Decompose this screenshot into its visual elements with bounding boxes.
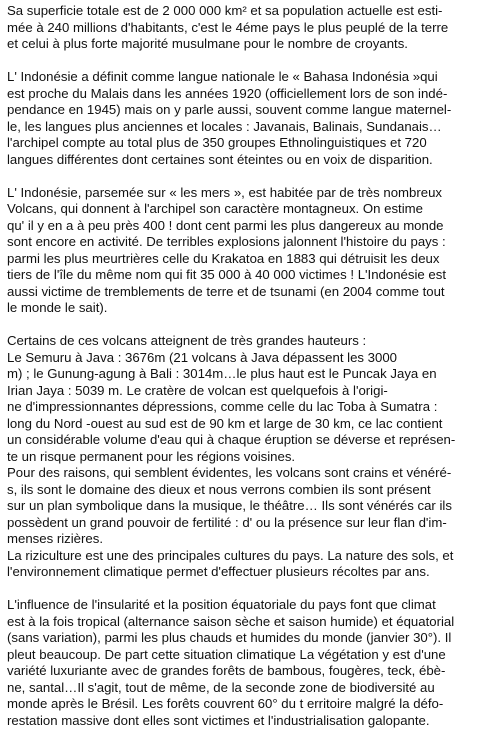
text-line: Volcans, qui donnent à l'archipel son caractère montagneux. On estime: [7, 201, 423, 216]
text-line: aussi victime de tremblements de terre et de tsunami (en 2004 comme tout: [7, 283, 445, 299]
paragraph-hauteurs: [7, 333, 491, 581]
text-line: long du Nord -ouest au sud est de 90 km et large de 30 km, ce lac contient: [7, 415, 443, 431]
text-line: s, ils sont le domaine des dieux et nous verrons combien ils sont présent: [7, 481, 431, 497]
text-line: langues différentes dont certaines sont éteintes ou en voix de disparition.: [7, 151, 433, 167]
paragraph-climat: [7, 597, 491, 729]
text-line: qu' il y en a à peu près 400 ! dont cent parmi les plus dangereux au monde: [7, 217, 444, 233]
document-body: [7, 3, 491, 746]
text-line: ne, santal…Il s'agit, tout de même, de la seconde zone de biodiversité au: [7, 679, 435, 695]
text-line: pleut beaucoup. De part cette situation climatique La végétation y est d'une: [7, 646, 446, 662]
text-line: L'influence de l'insularité et la position équatoriale du pays font que climat: [7, 597, 436, 612]
text-line: le monde le sait).: [7, 300, 108, 315]
text-line: variété luxuriante avec de grandes forêts de bambous, fougères, teck, ébè-: [7, 663, 446, 678]
text-line: l'environnement climatique permet d'effectuer plusieurs récoltes par ans.: [7, 564, 430, 579]
text-line: (sans variation), parmi les plus chauds et humides du monde (janvier 30°). Il: [7, 630, 452, 645]
text-line: et celui à plus forte majorité musulmane pour le nombre de croyants.: [7, 36, 408, 51]
text-line: menses rizières.: [7, 531, 104, 546]
text-line: mée à 240 millions d'habitants, c'est le 4éme pays le plus peuplé de la terre: [7, 19, 449, 35]
text-line: restation massive dont elles sont victimes et l'industrialisation galopante.: [7, 712, 430, 728]
text-line: ne d'impressionnantes dépressions, comme celle du lac Toba à Sumatra :: [7, 399, 438, 414]
text-line: L' Indonésie, parsemée sur « les mers », est habitée par de très nombreux: [7, 184, 443, 200]
text-line: un considérable volume d'eau qui à chaque éruption se déverse et représen-: [7, 432, 456, 447]
text-line: pendance en 1945) mais on y parle aussi, souvent comme langue maternel-: [7, 102, 452, 117]
text-line: sont encore en activité. De terribles explosions jalonnent l'histoire du pays :: [7, 234, 446, 249]
text-line: monde après le Brésil. Les forêts couvrent 60° du t erritoire malgré la défo-: [7, 696, 444, 711]
text-line: tiers de l'île du même nom qui fit 35 000 à 40 000 victimes ! L'Indonésie est: [7, 267, 446, 282]
text-line: La riziculture est une des principales cultures du pays. La nature des sols, et: [7, 547, 454, 563]
text-line: Sa superficie totale est de 2 000 000 km² et sa population actuelle est esti-: [7, 3, 443, 18]
text-line: est proche du Malais dans les années 1920 (officiellement lors de son indé-: [7, 85, 448, 101]
text-line: Le Semuru à Java : 3676m (21 volcans à Java dépassent les 3000: [7, 349, 398, 365]
text-line: est à la fois tropical (alternance saison sèche et saison humide) et équatorial: [7, 613, 455, 629]
text-line: m) ; le Gunung-agung à Bali : 3014m…le plus haut est le Puncak Jaya en: [7, 366, 437, 381]
text-line: possèdent un grand pouvoir de fertilité : d' ou la présence sur leur flan d'im-: [7, 514, 447, 530]
text-line: Irian Jaya : 5039 m. Le cratère de volcan est quelquefois à l'origi-: [7, 382, 388, 398]
text-line: Pour des raisons, qui semblent évidentes, les volcans sont crains et vénéré-: [7, 465, 452, 480]
text-line: l'archipel compte au total plus de 350 groupes Ethnolinguistiques et 720: [7, 135, 427, 150]
paragraph-volcans: [7, 185, 491, 317]
text-line: Certains de ces volcans atteignent de très grandes hauteurs :: [7, 333, 367, 348]
text-line: le, les langues plus anciennes et locales : Javanais, Balinais, Sundanais…: [7, 118, 442, 134]
paragraph-superficie: [7, 3, 491, 53]
text-line: parmi les plus meurtrières celle du Krakatoa en 1883 qui détruisit les deux: [7, 250, 440, 266]
text-line: L' Indonésie a définit comme langue nationale le « Bahasa Indonésia »qui: [7, 69, 438, 84]
paragraph-langues: [7, 69, 491, 168]
text-line: sur un plan symbolique dans la musique, le théâtre… Ils sont vénérés car ils: [7, 498, 452, 513]
text-line: te un risque permanent pour les régions voisines.: [7, 448, 296, 464]
